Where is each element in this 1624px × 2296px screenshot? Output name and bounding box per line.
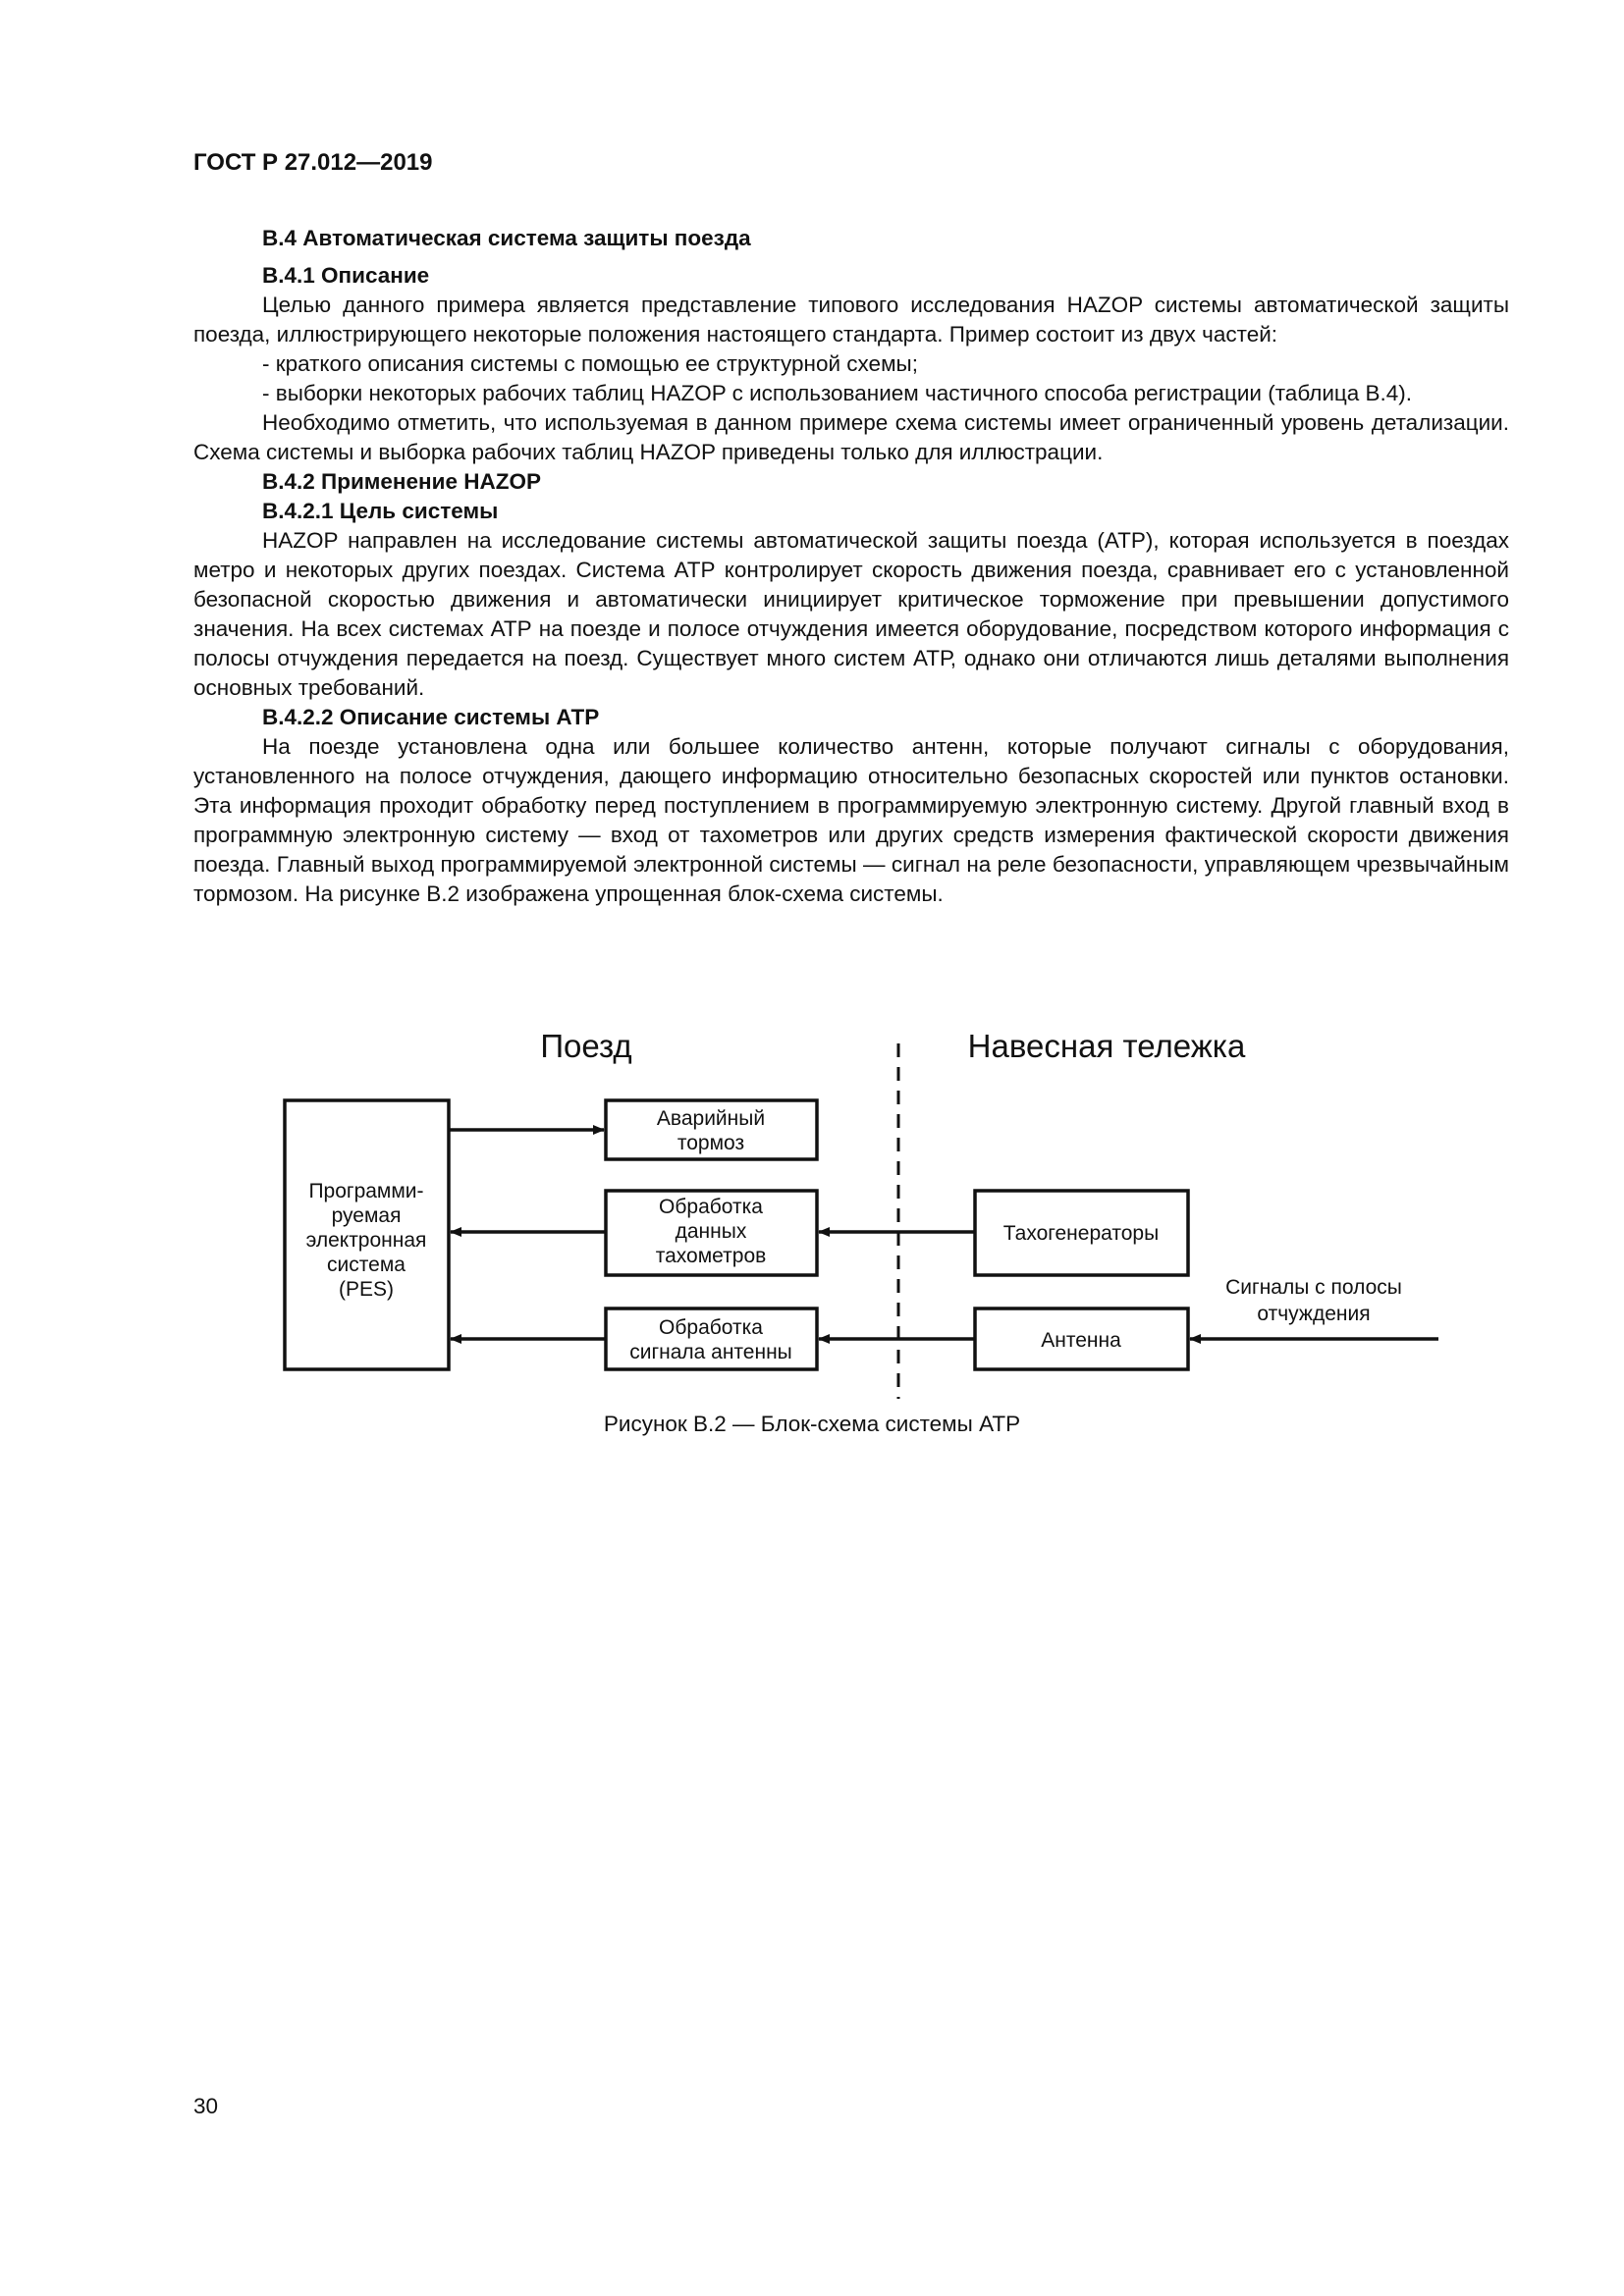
subsection-title-atp: В.4.2.2 Описание системы АТР (262, 705, 600, 729)
pes-label: (PES) (338, 1278, 395, 1301)
pes-label: руемая (331, 1204, 402, 1227)
pes-label: электронная (305, 1229, 427, 1252)
section-title: В.4 Автоматическая система защиты поезда (262, 226, 751, 250)
tacho-processing-label: данных (675, 1220, 747, 1243)
figure-caption: Рисунок В.2 — Блок-схема системы АТР (603, 1412, 1021, 1436)
paragraph-purpose: HAZOP направлен на исследование системы автоматической защиты поезда (АТР), которая используется в поездах метро и некоторых других поездах. Система АТР контролирует скорость движения поезда, сравнивает его с установленной безопасной скоростью движения и автоматически инициирует критическое торможение при превышении допустимого значения. На всех системах АТР на поезде и полосе отчуждения имеется оборудование, посредством которого информация с полосы отчуждения передается на поезд. Существует много систем АТР, однако они отличаются лишь деталями выполнения основных требований. (193, 528, 1509, 700)
paragraph-atp-description: На поезде установлена одна или большее количество антенн, которые получают сигналы с оборудования, установленного на полосе отчуждения, дающего информацию относительно безопасных скоростей или пунктов остановки. Эта информация проходит обработку перед поступлением в программируемую электронную систему. Другой главный вход в программную электронную систему — вход от тахометров или других средств измерения фактической скорости движения поезда. Главный выход программируемой электронной системы — сигнал на реле безопасности, управляющем чрезвычайным тормозом. На рисунке В.2 изображена упрощенная блок-схема системы. (193, 734, 1509, 906)
tacho-processing-label: тахометров (655, 1245, 767, 1267)
paragraph-note: Необходимо отметить, что используемая в данном примере схема системы имеет ограниченный уровень детализации. Схема системы и выборка рабочих таблиц HAZOP приведены только для иллюстрации. (193, 410, 1509, 464)
antenna-processing-label: Обработка (659, 1316, 763, 1339)
subsection-title-hazop: В.4.2 Применение HAZOP (262, 469, 541, 494)
emergency-brake-label: Аварийный (656, 1107, 766, 1130)
pes-label: система (327, 1254, 406, 1276)
label-train: Поезд (540, 1028, 632, 1064)
bullet-item: - выборки некоторых рабочих таблиц HAZOP с использованием частичного способа регистрации (таблица В.4). (262, 381, 1413, 405)
signal-source-label: отчуждения (1257, 1303, 1371, 1325)
document-code: ГОСТ Р 27.012—2019 (193, 149, 433, 176)
tachogenerators-label: Тахогенераторы (1002, 1222, 1160, 1245)
tacho-processing-label: Обработка (659, 1196, 763, 1218)
antenna-label: Антенна (1041, 1329, 1121, 1352)
emergency-brake-label: тормоз (677, 1132, 745, 1154)
paragraph-intro: Целью данного примера является представление типового исследования HAZOP системы автоматической защиты поезда, иллюстрирующего некоторые положения настоящего стандарта. Пример состоит из двух частей: (193, 293, 1509, 347)
body-text (193, 224, 1509, 909)
subsection-title-purpose: В.4.2.1 Цель системы (262, 499, 499, 523)
antenna-processing-label: сигнала антенны (629, 1341, 792, 1363)
label-trolley: Навесная тележка (967, 1028, 1246, 1064)
bullet-item: - краткого описания системы с помощью ее структурной схемы; (262, 351, 918, 376)
signal-source-label: Сигналы с полосы (1225, 1276, 1402, 1299)
page-number: 30 (193, 2094, 219, 2118)
pes-label: Программи- (308, 1180, 424, 1202)
atp-block-diagram (265, 1006, 1443, 1399)
subsection-title-description: В.4.1 Описание (262, 263, 430, 288)
